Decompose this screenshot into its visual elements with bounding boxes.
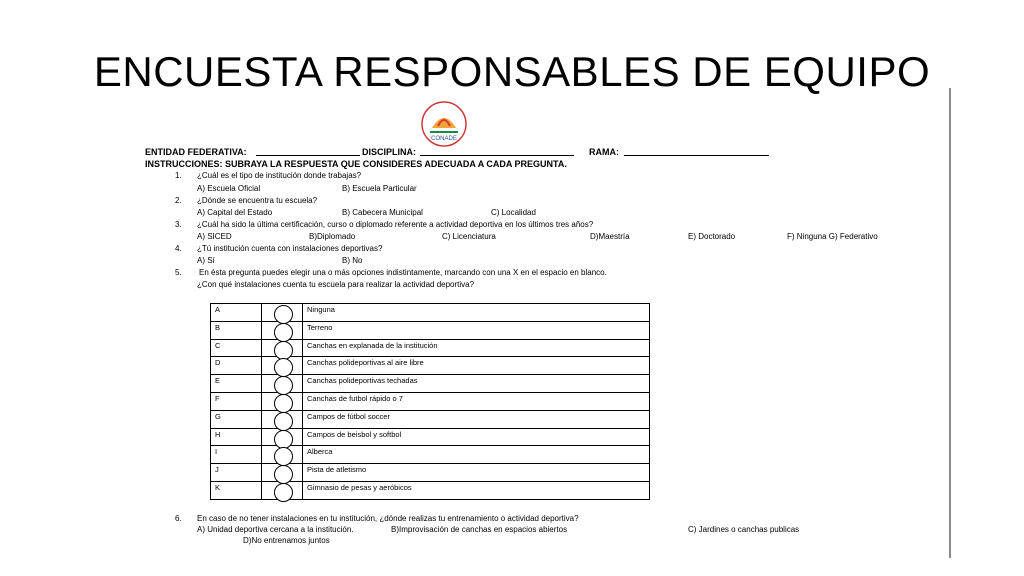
option-mark-cell[interactable] (262, 321, 303, 339)
option-text: Campos de beisbol y softbol (303, 428, 650, 446)
option-mark-cell[interactable] (262, 446, 303, 464)
q4-option-b[interactable]: B) No (342, 256, 363, 265)
q6-number: 6. (175, 514, 182, 523)
disciplina-field[interactable] (420, 147, 574, 156)
q3-text: ¿Cuál ha sido la última certificación, curso o diplomado referente a actividad deportiva en los últimos tres años? (197, 220, 594, 229)
option-text: Alberca (303, 446, 650, 464)
table-row (211, 392, 650, 410)
rama-label: RAMA: (589, 147, 619, 157)
table-row (211, 410, 650, 428)
option-letter: K (211, 481, 262, 499)
q4-number: 4. (175, 244, 182, 253)
option-mark-cell[interactable] (262, 392, 303, 410)
q2-option-c[interactable]: C) Localidad (491, 208, 536, 217)
table-row (211, 304, 650, 322)
q1-option-a[interactable]: A) Escuela Oficial (197, 184, 261, 193)
q1-text: ¿Cuál es el tipo de institución donde trabajas? (197, 171, 362, 180)
option-mark-cell[interactable] (262, 304, 303, 322)
q2-text: ¿Dónde se encuentra tu escuela? (197, 196, 318, 205)
q3-option-c[interactable]: C) Licenciatura (442, 232, 496, 241)
disciplina-label: DISCIPLINA: (362, 147, 416, 157)
option-text: Ninguna (303, 304, 650, 322)
q3-number: 3. (175, 220, 182, 229)
option-mark-cell[interactable] (262, 375, 303, 393)
table-row (211, 375, 650, 393)
option-letter: G (211, 410, 262, 428)
option-letter: C (211, 339, 262, 357)
q6-option-a[interactable]: A) Unidad deportiva cercana a la institución. (197, 525, 354, 534)
slide-title: ENCUESTA RESPONSABLES DE EQUIPO (93, 48, 931, 95)
option-mark-cell[interactable] (262, 464, 303, 482)
q4-text: ¿Tú institución cuenta con instalaciones deportivas? (197, 244, 383, 253)
option-letter: J (211, 464, 262, 482)
table-row (211, 339, 650, 357)
q3-option-fg[interactable]: F) Ninguna G) Federativo (787, 232, 878, 241)
q6-option-d[interactable]: D)No entrenamos juntos (243, 536, 330, 545)
option-letter: B (211, 321, 262, 339)
q3-option-d[interactable]: D)Maestría (590, 232, 630, 241)
option-letter: H (211, 428, 262, 446)
entidad-field[interactable] (256, 147, 360, 156)
table-row (211, 321, 650, 339)
svg-text:CONADE: CONADE (431, 136, 457, 142)
option-text: Terreno (303, 321, 650, 339)
option-text: Campos de fútbol soccer (303, 410, 650, 428)
option-text: Gimnasio de pesas y aeróbicos (303, 481, 650, 499)
table-row (211, 428, 650, 446)
q3-option-a[interactable]: A) SICED (197, 232, 232, 241)
q2-option-b[interactable]: B) Cabecera Municipal (342, 208, 423, 217)
table-row (211, 481, 650, 499)
option-text: Canchas de futbol rápido o 7 (303, 392, 650, 410)
table-row (211, 446, 650, 464)
instructions: INSTRUCCIONES: SUBRAYA LA RESPUESTA QUE CONSIDERES ADECUADA A CADA PREGUNTA. (145, 159, 567, 169)
entidad-label: ENTIDAD FEDERATIVA: (145, 147, 247, 157)
option-letter: E (211, 375, 262, 393)
option-text: Canchas en explanada de la institución (303, 339, 650, 357)
option-text: Pista de atletismo (303, 464, 650, 482)
option-mark-cell[interactable] (262, 339, 303, 357)
option-text: Canchas polideportivas techadas (303, 375, 650, 393)
option-circle[interactable] (274, 483, 293, 502)
q5-text: En ésta pregunta puedes elegir una o más opciones indistintamente, marcando con una X en el espacio en blanco. (199, 268, 607, 277)
option-letter: A (211, 304, 262, 322)
facilities-table (210, 303, 650, 500)
table-row (211, 464, 650, 482)
q3-option-e[interactable]: E) Doctorado (688, 232, 736, 241)
option-text: Canchas polideportivas al aire libre (303, 357, 650, 375)
q6-option-c[interactable]: C) Jardines o canchas publicas (688, 525, 800, 534)
q6-text: En caso de no tener instalaciones en tu institución, ¿dónde realizas tu entrenamiento o actividad deportiva? (197, 514, 579, 523)
q5-number: 5. (175, 268, 182, 277)
rama-field[interactable] (624, 147, 769, 156)
q1-number: 1. (175, 171, 182, 180)
q3-option-b[interactable]: B)Diplomado (309, 232, 356, 241)
q2-option-a[interactable]: A) Capital del Estado (197, 208, 273, 217)
option-mark-cell[interactable] (262, 410, 303, 428)
q4-option-a[interactable]: A) Sí (197, 256, 215, 265)
option-mark-cell[interactable] (262, 481, 303, 499)
q6-option-b[interactable]: B)Improvisación de canchas en espacios abiertos (391, 525, 568, 534)
option-letter: F (211, 392, 262, 410)
option-letter: D (211, 357, 262, 375)
q5-subtext: ¿Con qué instalaciones cuenta tu escuela para realizar la actividad deportiva? (197, 280, 475, 289)
option-mark-cell[interactable] (262, 357, 303, 375)
table-row (211, 357, 650, 375)
option-mark-cell[interactable] (262, 428, 303, 446)
option-letter: I (211, 446, 262, 464)
q1-option-b[interactable]: B) Escuela Particular (342, 184, 417, 193)
q2-number: 2. (175, 196, 182, 205)
